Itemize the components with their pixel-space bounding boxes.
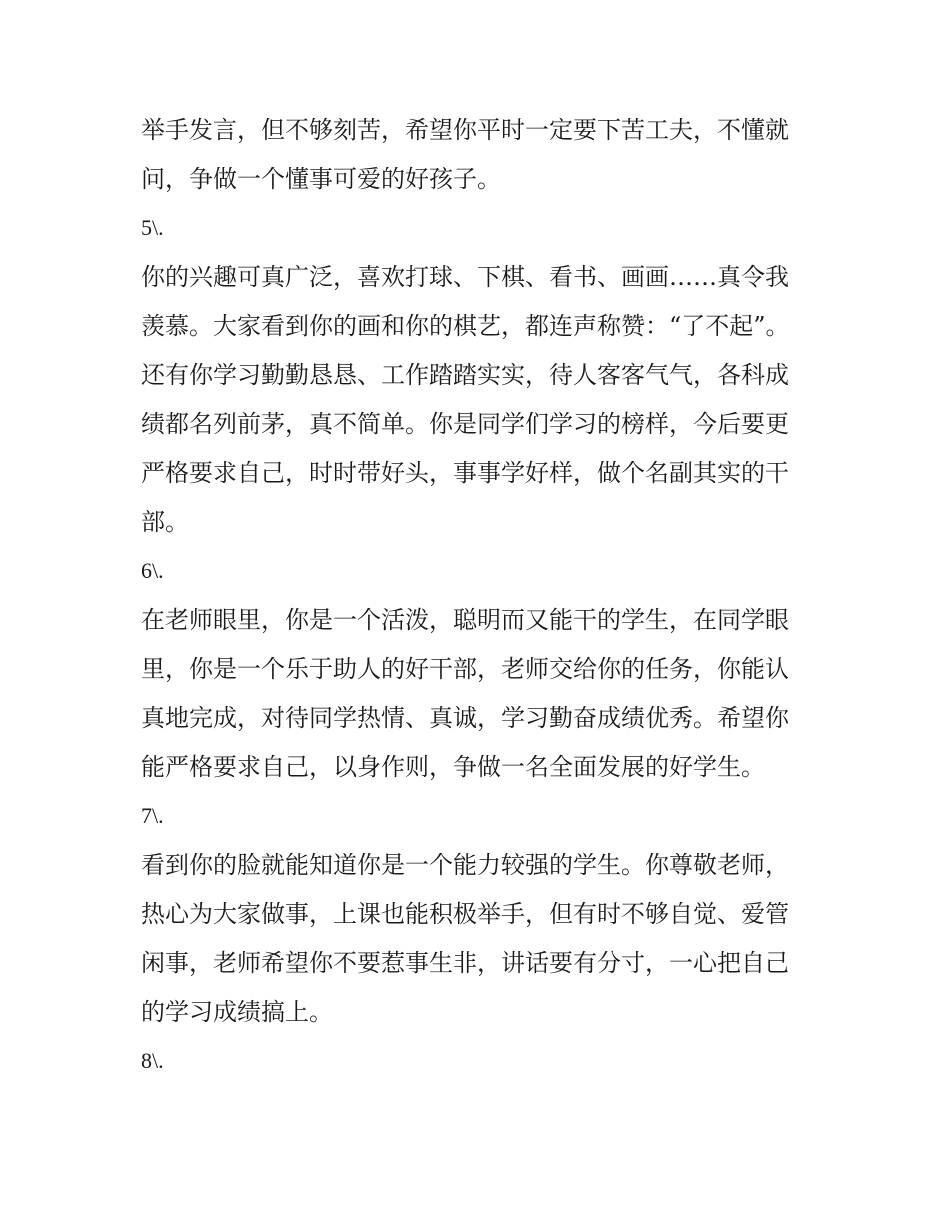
text-line: 闲事，老师希望你不要惹事生非，讲话要有分寸，一心把自己 <box>141 949 789 977</box>
text-line: 里，你是一个乐于助人的好干部，老师交给你的任务，你能认 <box>141 655 789 683</box>
text-line: 严格要求自己，时时带好头，事事学好样，做个名副其实的干 <box>141 459 789 487</box>
text-line: 能严格要求自己，以身作则，争做一名全面发展的好学生。 <box>141 753 765 781</box>
text-line: 真地完成，对待同学热情、真诚，学习勤奋成绩优秀。希望你 <box>141 704 789 732</box>
text-line: 还有你学习勤勤恳恳、工作踏踏实实，待人客客气气，各科成 <box>141 361 789 389</box>
text-line: 热心为大家做事，上课也能积极举手，但有时不够自觉、爱管 <box>141 900 789 928</box>
section-number: 7\. <box>141 803 164 828</box>
section-number: 6\. <box>141 558 164 583</box>
text-line: 绩都名列前茅，真不简单。你是同学们学习的榜样，今后要更 <box>141 410 789 438</box>
text-line: 部。 <box>141 508 189 536</box>
text-line: 羡慕。大家看到你的画和你的棋艺，都连声称赞：“了不起”。 <box>141 312 790 340</box>
text-line: 你的兴趣可真广泛，喜欢打球、下棋、看书、画画……真令我 <box>141 263 789 291</box>
section-number: 5\. <box>141 215 164 240</box>
text-line: 举手发言，但不够刻苦，希望你平时一定要下苦工夫，不懂就 <box>141 116 789 144</box>
text-line: 看到你的脸就能知道你是一个能力较强的学生。你尊敬老师， <box>141 851 789 879</box>
text-line: 问，争做一个懂事可爱的好孩子。 <box>141 165 501 193</box>
text-line: 在老师眼里，你是一个活泼，聪明而又能干的学生，在同学眼 <box>141 606 789 634</box>
section-number: 8\. <box>141 1048 164 1073</box>
text-line: 的学习成绩搞上。 <box>141 998 333 1026</box>
